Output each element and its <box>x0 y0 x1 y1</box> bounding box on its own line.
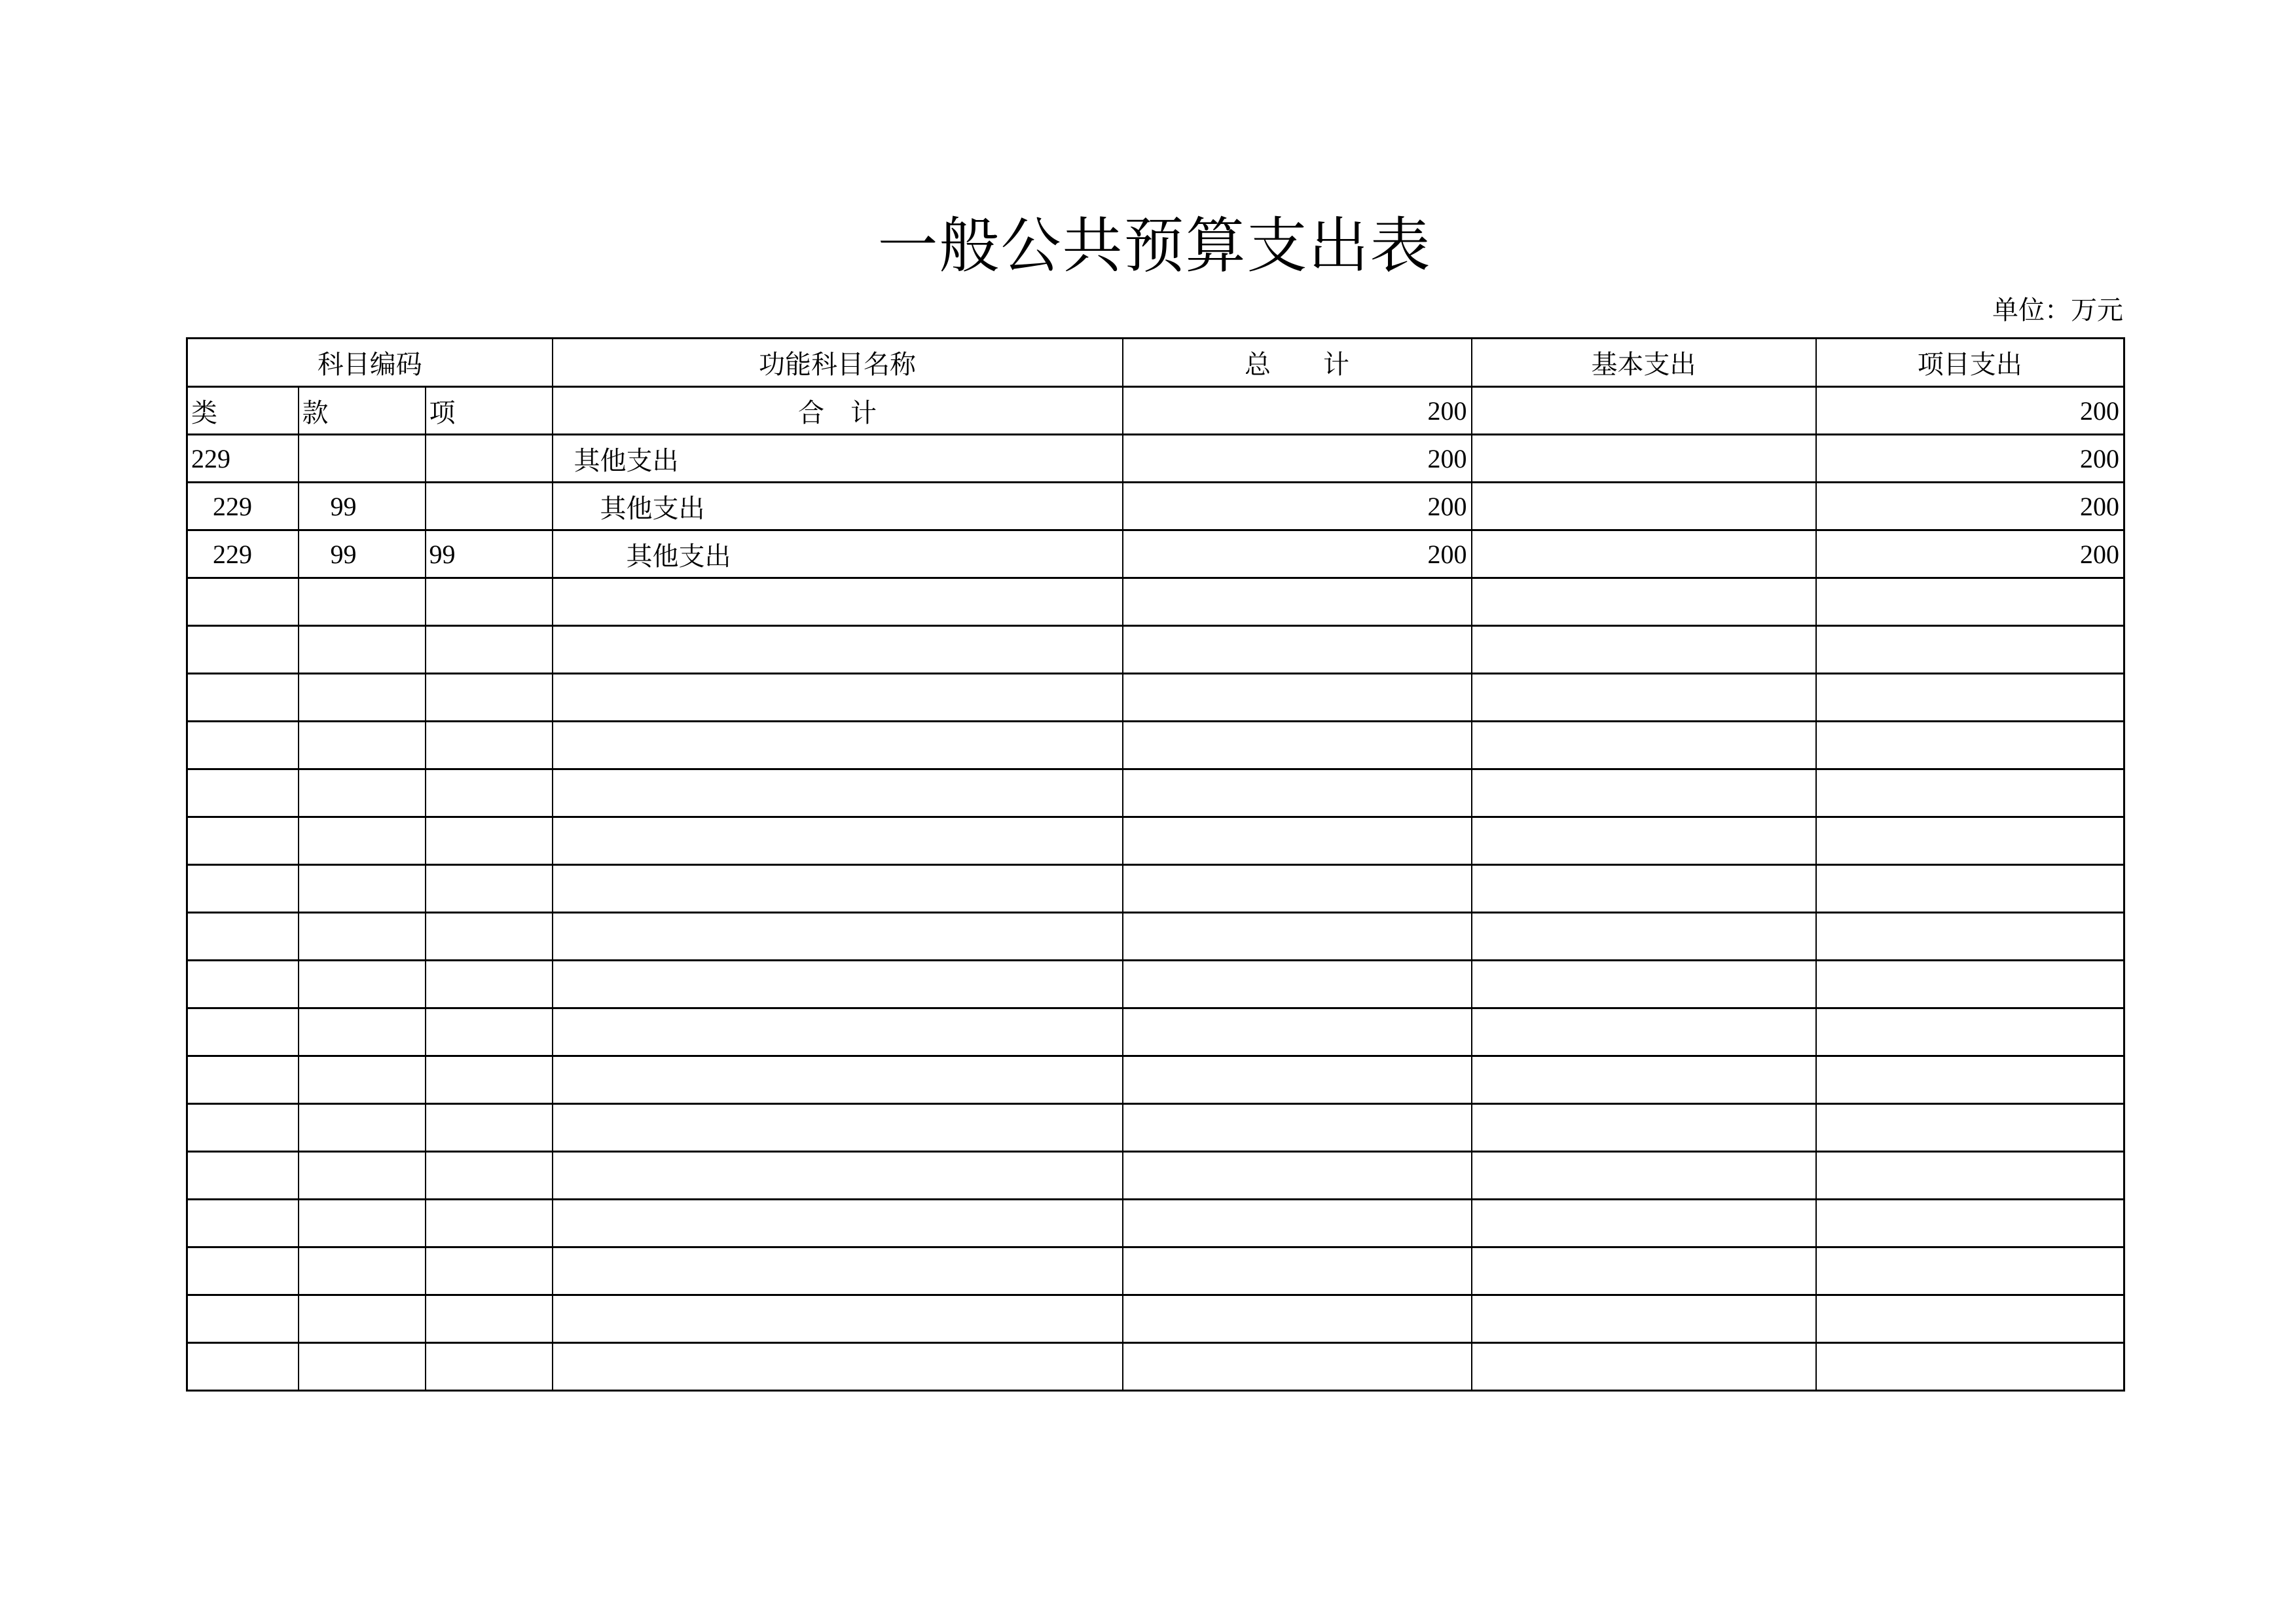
cell-basic-value <box>1472 1295 1816 1343</box>
cell-total-value <box>1123 1247 1472 1295</box>
table-row <box>187 435 2124 483</box>
table-row-empty <box>187 1152 2124 1200</box>
cell-project-value <box>1816 1152 2124 1200</box>
cell-item-code <box>299 961 426 1008</box>
cell-category-code: 229 <box>187 483 299 530</box>
table-row-empty <box>187 1104 2124 1152</box>
cell-total-value <box>1123 817 1472 865</box>
cell-total-value <box>1123 1104 1472 1152</box>
cell-subitem-code <box>426 1200 553 1247</box>
cell-function-name <box>553 1104 1123 1152</box>
cell-category-code <box>187 1247 299 1295</box>
cell-project-value <box>1816 626 2124 674</box>
unit-label: 单位：万元 <box>1992 295 2123 325</box>
header-cell-total: 总 计 <box>1123 339 1472 387</box>
header-cell-project-expenditure: 项目支出 <box>1816 339 2124 387</box>
cell-function-name: 其他支出 <box>553 530 1123 578</box>
cell-function-name <box>553 1200 1123 1247</box>
cell-basic-value <box>1472 1056 1816 1104</box>
table-row-empty <box>187 1200 2124 1247</box>
cell-total-value <box>1123 674 1472 722</box>
cell-item-code <box>299 674 426 722</box>
cell-category-code: 229 <box>187 435 299 483</box>
cell-item-code <box>299 435 426 483</box>
cell-project-value <box>1816 674 2124 722</box>
table-row-empty <box>187 817 2124 865</box>
header-cell-subject-code: 科目编码 <box>187 339 553 387</box>
cell-project-value <box>1816 578 2124 626</box>
cell-subitem-code <box>426 1295 553 1343</box>
table-row-empty <box>187 1295 2124 1343</box>
cell-basic-value <box>1472 387 1816 435</box>
cell-function-name <box>553 865 1123 913</box>
cell-category-code <box>187 578 299 626</box>
cell-subitem-code <box>426 817 553 865</box>
cell-basic-value <box>1472 1152 1816 1200</box>
cell-project-value <box>1816 961 2124 1008</box>
cell-project-value <box>1816 1343 2124 1391</box>
cell-total-value <box>1123 722 1472 769</box>
cell-basic-value <box>1472 1008 1816 1056</box>
cell-item-code <box>299 626 426 674</box>
cell-project-value <box>1816 1247 2124 1295</box>
table-row-empty <box>187 674 2124 722</box>
cell-function-name <box>553 1152 1123 1200</box>
cell-subitem-code <box>426 483 553 530</box>
cell-item-code <box>299 1200 426 1247</box>
cell-category-code <box>187 1200 299 1247</box>
cell-item-code <box>299 722 426 769</box>
cell-subitem-code <box>426 674 553 722</box>
cell-function-name <box>553 1008 1123 1056</box>
cell-total-value <box>1123 865 1472 913</box>
table-row-empty <box>187 1008 2124 1056</box>
cell-total-value <box>1123 1343 1472 1391</box>
cell-basic-value <box>1472 578 1816 626</box>
cell-project-value: 200 <box>1816 435 2124 483</box>
cell-subitem-code <box>426 722 553 769</box>
cell-function-name: 其他支出 <box>553 483 1123 530</box>
cell-basic-value <box>1472 1104 1816 1152</box>
cell-total-value <box>1123 1295 1472 1343</box>
cell-function-name <box>553 578 1123 626</box>
cell-category-code <box>187 817 299 865</box>
header-cell-function-name: 功能科目名称 <box>553 339 1123 387</box>
table-row <box>187 483 2124 530</box>
cell-subitem-code <box>426 578 553 626</box>
cell-item-code: 99 <box>299 483 426 530</box>
cell-total-value: 200 <box>1123 530 1472 578</box>
cell-basic-value <box>1472 961 1816 1008</box>
cell-function-name <box>553 626 1123 674</box>
cell-item-code <box>299 1008 426 1056</box>
cell-category-code <box>187 769 299 817</box>
cell-category-code <box>187 1295 299 1343</box>
budget-table-body <box>187 387 2124 1391</box>
cell-project-value <box>1816 1008 2124 1056</box>
cell-project-value <box>1816 722 2124 769</box>
cell-total-value <box>1123 913 1472 961</box>
cell-basic-value <box>1472 483 1816 530</box>
cell-basic-value <box>1472 913 1816 961</box>
cell-project-value: 200 <box>1816 387 2124 435</box>
cell-basic-value <box>1472 865 1816 913</box>
cell-item-code <box>299 578 426 626</box>
cell-item-code <box>299 865 426 913</box>
cell-category-code: 229 <box>187 530 299 578</box>
header-cell-basic-expenditure: 基本支出 <box>1472 339 1816 387</box>
cell-item-code: 99 <box>299 530 426 578</box>
cell-item-code <box>299 817 426 865</box>
cell-item-code <box>299 769 426 817</box>
cell-function-name <box>553 1247 1123 1295</box>
table-row-empty <box>187 1056 2124 1104</box>
table-row-empty <box>187 913 2124 961</box>
cell-project-value <box>1816 913 2124 961</box>
cell-basic-value <box>1472 1247 1816 1295</box>
cell-category-code <box>187 1343 299 1391</box>
cell-item-code: 款 <box>299 387 426 435</box>
cell-item-code <box>299 1104 426 1152</box>
cell-basic-value <box>1472 674 1816 722</box>
cell-basic-value <box>1472 817 1816 865</box>
cell-function-name <box>553 1056 1123 1104</box>
cell-basic-value <box>1472 530 1816 578</box>
cell-category-code: 类 <box>187 387 299 435</box>
cell-basic-value <box>1472 626 1816 674</box>
cell-category-code <box>187 1008 299 1056</box>
cell-function-name <box>553 1295 1123 1343</box>
table-row-empty <box>187 1343 2124 1391</box>
cell-subitem-code <box>426 1008 553 1056</box>
page-title: 一般公共预算支出表 <box>877 213 1432 280</box>
cell-basic-value <box>1472 769 1816 817</box>
table-row-empty <box>187 578 2124 626</box>
header-row <box>187 339 2124 387</box>
cell-subitem-code <box>426 626 553 674</box>
cell-subitem-code <box>426 913 553 961</box>
cell-basic-value <box>1472 435 1816 483</box>
cell-subitem-code <box>426 1152 553 1200</box>
table-row-empty <box>187 961 2124 1008</box>
cell-subitem-code: 99 <box>426 530 553 578</box>
cell-category-code <box>187 1056 299 1104</box>
cell-category-code <box>187 961 299 1008</box>
cell-function-name <box>553 674 1123 722</box>
table-row <box>187 530 2124 578</box>
table-row-empty <box>187 769 2124 817</box>
cell-project-value <box>1816 817 2124 865</box>
cell-total-value <box>1123 578 1472 626</box>
cell-function-name <box>553 722 1123 769</box>
cell-function-name <box>553 769 1123 817</box>
cell-item-code <box>299 1343 426 1391</box>
cell-project-value: 200 <box>1816 483 2124 530</box>
cell-total-value: 200 <box>1123 435 1472 483</box>
cell-total-value <box>1123 1152 1472 1200</box>
cell-total-value <box>1123 1056 1472 1104</box>
cell-subitem-code <box>426 961 553 1008</box>
cell-project-value <box>1816 865 2124 913</box>
cell-category-code <box>187 1104 299 1152</box>
cell-basic-value <box>1472 1343 1816 1391</box>
cell-item-code <box>299 913 426 961</box>
cell-total-value <box>1123 961 1472 1008</box>
cell-category-code <box>187 913 299 961</box>
cell-subitem-code <box>426 1247 553 1295</box>
cell-project-value <box>1816 1200 2124 1247</box>
cell-project-value <box>1816 1056 2124 1104</box>
table-row <box>187 387 2124 435</box>
cell-item-code <box>299 1056 426 1104</box>
cell-total-value <box>1123 1200 1472 1247</box>
cell-project-value <box>1816 1104 2124 1152</box>
cell-subitem-code <box>426 435 553 483</box>
cell-category-code <box>187 674 299 722</box>
cell-subitem-code <box>426 865 553 913</box>
cell-total-value <box>1123 769 1472 817</box>
cell-subitem-code: 项 <box>426 387 553 435</box>
cell-item-code <box>299 1247 426 1295</box>
table-row-empty <box>187 865 2124 913</box>
cell-subitem-code <box>426 769 553 817</box>
cell-function-name <box>553 1343 1123 1391</box>
cell-category-code <box>187 1152 299 1200</box>
cell-category-code <box>187 626 299 674</box>
cell-subitem-code <box>426 1056 553 1104</box>
cell-subitem-code <box>426 1104 553 1152</box>
cell-project-value <box>1816 769 2124 817</box>
table-row-empty <box>187 626 2124 674</box>
budget-table <box>186 337 2125 1392</box>
cell-function-name: 其他支出 <box>553 435 1123 483</box>
cell-basic-value <box>1472 722 1816 769</box>
table-row-empty <box>187 1247 2124 1295</box>
cell-item-code <box>299 1295 426 1343</box>
cell-function-name <box>553 817 1123 865</box>
cell-total-value: 200 <box>1123 387 1472 435</box>
cell-total-value: 200 <box>1123 483 1472 530</box>
cell-subitem-code <box>426 1343 553 1391</box>
cell-function-name <box>553 961 1123 1008</box>
cell-basic-value <box>1472 1200 1816 1247</box>
cell-project-value <box>1816 1295 2124 1343</box>
cell-category-code <box>187 865 299 913</box>
cell-category-code <box>187 722 299 769</box>
cell-project-value: 200 <box>1816 530 2124 578</box>
cell-total-value <box>1123 626 1472 674</box>
cell-function-name <box>553 913 1123 961</box>
cell-total-value <box>1123 1008 1472 1056</box>
cell-function-name: 合 计 <box>553 387 1123 435</box>
table-row-empty <box>187 722 2124 769</box>
cell-item-code <box>299 1152 426 1200</box>
